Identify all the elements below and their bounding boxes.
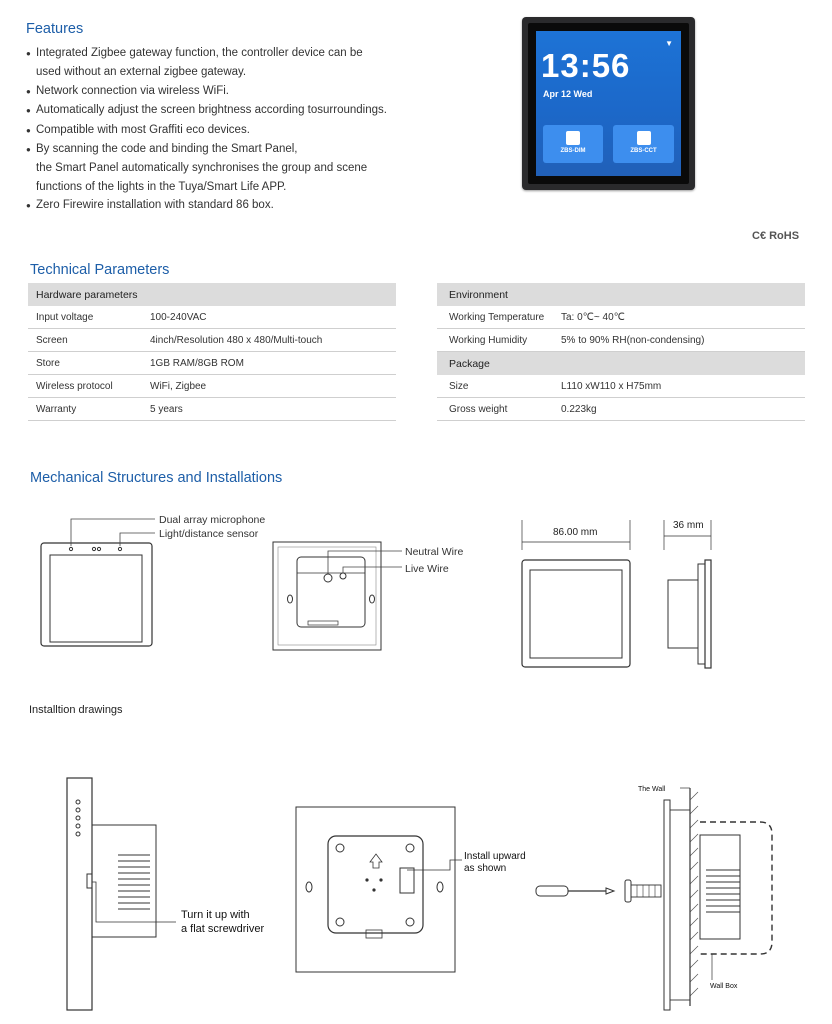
param-value: 1GB RAM/8GB ROM [148, 352, 396, 375]
screwdriver-label-line1: Turn it up with [181, 909, 250, 921]
wifi-icon: ▼ [665, 39, 673, 48]
upward-label-line2: as shown [464, 863, 507, 874]
back-view-drawing [273, 542, 402, 650]
mechanical-title: Mechanical Structures and Installations [30, 470, 283, 486]
width-dimension: 86.00 mm [553, 527, 598, 538]
technical-parameters-title: Technical Parameters [30, 262, 170, 278]
dimension-side-drawing [664, 520, 711, 668]
bullet-icon: ● [26, 201, 31, 211]
param-label: Gross weight [437, 398, 559, 421]
param-value: L110 xW110 x H75mm [559, 375, 805, 398]
feature-item-continued [26, 159, 496, 177]
features-title: Features [26, 21, 84, 37]
front-view-drawing [41, 519, 155, 646]
param-value: 0.223kg [559, 398, 805, 421]
package-header: Package [437, 352, 805, 376]
param-label: Working Humidity [437, 329, 559, 352]
param-label: Working Temperature [437, 306, 559, 329]
feature-text: Automatically adjust the screen brightness according tosurroundings. [36, 104, 387, 117]
tile-zbs-cct[interactable] [613, 125, 674, 163]
table-row [28, 375, 396, 398]
depth-dimension: 36 mm [673, 520, 704, 531]
tile-zbs-dim[interactable] [543, 125, 603, 163]
feature-text: Network connection via wireless WiFi. [36, 84, 230, 97]
param-value: WiFi, Zigbee [148, 375, 396, 398]
param-label: Input voltage [28, 306, 148, 329]
live-wire-label: Live Wire [405, 563, 449, 575]
tile-label: ZBS-DIM [560, 148, 586, 154]
smart-panel-photo [522, 17, 695, 190]
screwdriver-icon [536, 886, 614, 896]
features-list [26, 44, 496, 216]
dimension-front-drawing [522, 520, 630, 667]
hardware-header: Hardware parameters [28, 283, 396, 306]
certification-marks: C€ RoHS [752, 230, 800, 242]
feature-item [26, 101, 496, 120]
param-value: 100-240VAC [148, 306, 396, 329]
tile-device-icon [566, 131, 580, 145]
feature-text: Compatible with most Graffiti eco devices. [36, 123, 250, 136]
screwdriver-label-line2: a flat screwdriver [181, 923, 265, 935]
feature-item [26, 196, 496, 215]
upward-label-line1: Install upward [464, 851, 526, 862]
bullet-icon: ● [26, 125, 31, 135]
tile-device-icon [637, 131, 651, 145]
param-value: 5% to 90% RH(non-condensing) [559, 329, 805, 352]
tile-label: ZBS-CCT [630, 148, 657, 154]
feature-item [26, 82, 496, 101]
feature-text: Integrated Zigbee gateway function, the controller device can be [36, 47, 363, 59]
hardware-parameters-table [28, 283, 396, 421]
bullet-icon: ● [26, 106, 31, 116]
bullet-icon: ● [26, 145, 31, 155]
back-plate-drawing [296, 807, 462, 972]
sensor-label: Light/distance sensor [159, 528, 259, 540]
table-row [28, 398, 396, 421]
environment-table [437, 283, 805, 421]
bullet-icon: ● [26, 49, 31, 58]
screen-date: Apr 12 Wed [543, 89, 593, 99]
screw-icon [625, 880, 661, 902]
panel-screen [536, 31, 681, 176]
feature-text: functions of the lights in the Tuya/Smart Life APP. [36, 180, 287, 193]
feature-item [26, 140, 496, 159]
mechanical-drawings [0, 500, 832, 680]
param-label: Warranty [28, 398, 148, 421]
installation-title: Installtion drawings [29, 704, 123, 716]
screen-time: 13:56 [541, 47, 631, 84]
table-row [28, 352, 396, 375]
param-value: 5 years [148, 398, 396, 421]
feature-text: Zero Firewire installation with standard 86 box. [36, 199, 274, 212]
wall-box-label: Wall Box [710, 983, 738, 990]
screwdriver-side-drawing [67, 778, 176, 1010]
environment-header: Environment [437, 283, 805, 306]
param-label: Screen [28, 329, 148, 352]
table-row [28, 329, 396, 352]
param-value: Ta: 0℃~ 40℃ [559, 306, 805, 329]
neutral-wire-label: Neutral Wire [405, 546, 464, 558]
microphone-label: Dual array microphone [159, 514, 266, 526]
table-row [28, 306, 396, 329]
feature-item [26, 44, 496, 63]
table-row [437, 375, 805, 398]
wall-label: The Wall [638, 786, 666, 793]
table-row [437, 398, 805, 421]
feature-text: the Smart Panel automatically synchronises the group and scene [36, 162, 368, 175]
wall-box-drawing [664, 788, 772, 1010]
installation-drawings [0, 770, 832, 1024]
param-label: Wireless protocol [28, 375, 148, 398]
param-value: 4inch/Resolution 480 x 480/Multi-touch [148, 329, 396, 352]
table-row [437, 306, 805, 329]
param-label: Size [437, 375, 559, 398]
feature-item [26, 121, 496, 140]
feature-text: By scanning the code and binding the Smart Panel, [36, 143, 298, 156]
table-row [437, 329, 805, 352]
bullet-icon: ● [26, 86, 31, 96]
feature-item-continued [26, 178, 496, 196]
param-label: Store [28, 352, 148, 375]
feature-item-continued [26, 63, 496, 81]
feature-text: used without an external zigbee gateway. [36, 66, 247, 79]
